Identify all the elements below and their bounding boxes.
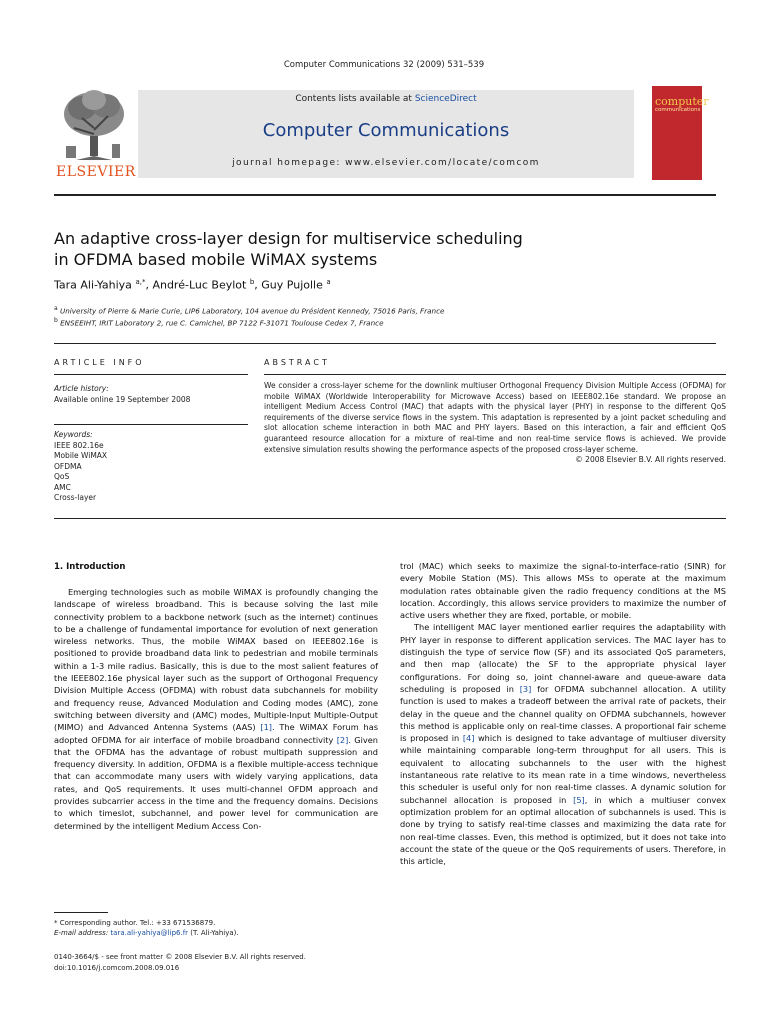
body-paragraph: trol (MAC) which seeks to maximize the signal-to-interface-ratio (SINR) for every Mobile Station (MS). This allows MSs to operate at the maximum modulation rates obtainable given the radio frequency conditions at the MS location. Accordingly, this allows service providers to maximize the number of active users whether they are fixed, portable, or mobile. xyxy=(400,561,726,621)
abstract-paragraph: We consider a cross-layer scheme for the downlink multiuser Orthogonal Frequency Division Multiple Access (OFDMA) for mobile WiMAX (Worldwide Interoperability for Microwave Access) based on IEEE802.16e standard. We propose an intelligent Medium Access Control (MAC) that adapts with the physical layer (PHY) in response to the different QoS requirements of the diverse service flows in the system. This adaptation is represented by a joint packet scheduling and slot allocation scheme interaction in both MAC and PHY layers. Based on this interaction, a fair and efficient QoS guaranteed resource allocation for a mixture of real-time and non real-time service flows is achieved. We provide extensive simulation results showing the performance aspects of the proposed cross-layer scheme. xyxy=(264,381,726,454)
journal-cover-thumbnail xyxy=(652,86,709,180)
citation-link[interactable]: [5] xyxy=(573,794,585,805)
text-run: The intelligent MAC layer mentioned earlier requires the adaptability with PHY layer in response to different application services. The MAC layer has to distinguish the type of service flow (SF) and its associated QoS parameters, and then map (allocate) the SF to the appropriate physical layer configurations. For doing so, joint channel-aware and queue-aware data scheduling is proposed in xyxy=(400,622,726,694)
footnote-email-line xyxy=(54,928,239,938)
page-footer xyxy=(54,952,306,973)
keyword: AMC xyxy=(54,482,71,492)
author-name: Guy Pujolle xyxy=(261,278,323,292)
article-title xyxy=(54,228,574,270)
text-run: which is designed to take advantage of multiuser diversity while maintaining comparable long-term throughput for all users. This is equivalent to allocating subchannels to the user with the highest instantaneous rate relative to its mean rate in a time windows, nevertheless this scheduler is useful only for non real-time classes. A dynamic solution for subchannel allocation is proposed in xyxy=(400,733,726,805)
email-label: E-mail address: xyxy=(54,929,111,937)
corresponding-author-footnote xyxy=(54,918,239,938)
journal-homepage[interactable]: journal homepage: www.elsevier.com/locate/comcom xyxy=(232,158,540,168)
history-value: Available online 19 September 2008 xyxy=(54,394,191,404)
author-affil-mark: b xyxy=(249,278,255,286)
keyword: QoS xyxy=(54,472,70,481)
keyword: Mobile WiMAX xyxy=(54,451,108,460)
affiliation xyxy=(54,305,444,315)
citation-link[interactable]: [2] xyxy=(336,734,349,745)
journal-title: Computer Communications xyxy=(262,120,510,141)
history-label: Article history: xyxy=(54,384,109,393)
email-suffix: (T. Ali-Yahiya). xyxy=(188,929,239,937)
body-paragraph xyxy=(400,621,726,867)
body-paragraph xyxy=(54,586,378,832)
keywords-label: Keywords: xyxy=(54,430,93,439)
journal-header-box xyxy=(138,90,634,178)
affiliation-text: University of Pierre & Marie Curie, LIP6 Laboratory, 104 avenue du Président Kennedy, 75016 Paris, France xyxy=(59,306,445,316)
contents-prefix: Contents lists available at xyxy=(295,94,415,104)
text-run: for OFDMA subchannel allocation. A utility function is used to makes a tradeoff between the arrival rate of packets, their delay in the queue and the channel quality on OFDMA subchannels, however this method is applicable only on real-time classes. A proportional fair scheme is proposed in xyxy=(400,683,726,744)
affiliation-mark: b xyxy=(54,317,58,324)
text-run: Emerging technologies such as mobile WiMAX is profoundly changing the landscape of wireless broadband. This is because solving the last mile connectivity problem to a backbone network (such as the internet) continues to be a challenge of fundamental importance for evolution of next generation wireless networks. Thus, the mobile WiMAX based on IEEE802.16e is positioned to provide broadband data link to pedestrian and mobile terminals within a 1-3 mile radius. Basically, this is due to the most salient features of the IEEE802.16e physical layer such as the support of Orthogonal Frequency Division Multiple Access (OFDMA) with robust data subchannels for mobility and frequency reuse, Advanced Modulation and Coding modes (AMC), zone switching between diversity and (AMC) modes, Multiple-Input Multiple-Output (MIMO) and Advanced Antenna Systems (AAS) xyxy=(54,587,378,733)
abstract-body xyxy=(264,381,726,466)
title-line-2: in OFDMA based mobile WiMAX systems xyxy=(54,250,378,269)
keyword: Cross-layer xyxy=(54,493,97,502)
cover-subtitle: communications xyxy=(655,107,701,113)
affiliation-text: ENSEEIHT, IRIT Laboratory 2, rue C. Camichel, BP 7122 F-31071 Toulouse Cedex 7, France xyxy=(60,318,384,328)
author-affil-mark: a xyxy=(326,278,331,286)
abstract-rule xyxy=(264,374,726,375)
citation-link[interactable]: [4] xyxy=(462,733,475,744)
keyword: OFDMA xyxy=(54,461,82,471)
author-name: André-Luc Beylot xyxy=(152,278,247,292)
elsevier-wordmark: ELSEVIER xyxy=(56,164,136,180)
sciencedirect-link[interactable]: ScienceDirect xyxy=(414,94,477,104)
left-column xyxy=(54,586,378,832)
author-name: Tara Ali-Yahiya xyxy=(54,278,132,292)
article-info-heading: ARTICLE INFO xyxy=(54,358,145,367)
abstract-bottom-rule xyxy=(54,518,726,519)
author-list: Tara Ali-Yahiya $^{a,*}$, André-Luc Beylot $^b$, Guy Pujolle $^a$ xyxy=(54,278,331,292)
history-rule xyxy=(54,424,248,425)
section-heading-introduction: 1. Introduction xyxy=(54,562,126,572)
running-head: Computer Communications 32 (2009) 531–539 xyxy=(283,60,485,70)
cover-title: computer xyxy=(655,95,709,108)
footnote-star-line: * Corresponding author. Tel.: +33 671536879. xyxy=(54,919,216,927)
abstract-copyright: © 2008 Elsevier B.V. All rights reserved. xyxy=(575,455,726,465)
affiliation xyxy=(54,317,384,327)
contents-line xyxy=(138,94,634,104)
article-history xyxy=(54,384,190,405)
right-column xyxy=(400,560,726,867)
text-run: . The WiMAX Forum has adopted OFDMA for air interface of mobile broadband connectivity xyxy=(54,722,378,745)
keywords-block xyxy=(54,430,107,504)
footnote-rule xyxy=(54,912,108,913)
keyword: IEEE 802.16e xyxy=(54,440,104,450)
abstract-heading: ABSTRACT xyxy=(264,358,330,367)
citation-link[interactable]: [3] xyxy=(519,683,532,694)
text-run: . Given that the OFDMA has the advantage of robust multipath suppression and frequency diversity. In addition, OFDMA is a flexible multiple-access technique that can accommodate many users with widely varying applications, data rates, and QoS requirements. It uses multi-channel OFDM approach and provides subcarrier access in the time and the frequency domains. Decisions to which timeslot, subchannel, and power level for communication are determined by the intelligent Medium Access Con- xyxy=(54,734,378,831)
journal-masthead xyxy=(54,84,716,184)
affiliation-mark: a xyxy=(54,305,58,312)
issn-line: 0140-3664/$ - see front matter © 2008 Elsevier B.V. All rights reserved. xyxy=(54,953,306,961)
author-affil-mark: a,* xyxy=(135,278,146,286)
title-line-1: An adaptive cross-layer design for multiservice scheduling xyxy=(54,229,523,248)
citation-link[interactable]: [1] xyxy=(260,722,272,733)
masthead-divider xyxy=(54,194,716,196)
text-run: , in which a multiuser convex optimization problem for an optimal allocation of subchannels is used. This is done by trying to satisfy real-time classes and maximizing the data rate for non real-time classes. Even, this method is optimized, but it does not take into account the state of the queue or the QoS requirements of users. Therefore, in this article, xyxy=(400,794,726,867)
article-info-rule xyxy=(54,374,248,375)
doi-line: doi:10.1016/j.comcom.2008.09.016 xyxy=(54,963,180,972)
email-link[interactable]: tara.ali-yahiya@lip6.fr xyxy=(110,929,189,937)
header-divider xyxy=(54,343,716,344)
